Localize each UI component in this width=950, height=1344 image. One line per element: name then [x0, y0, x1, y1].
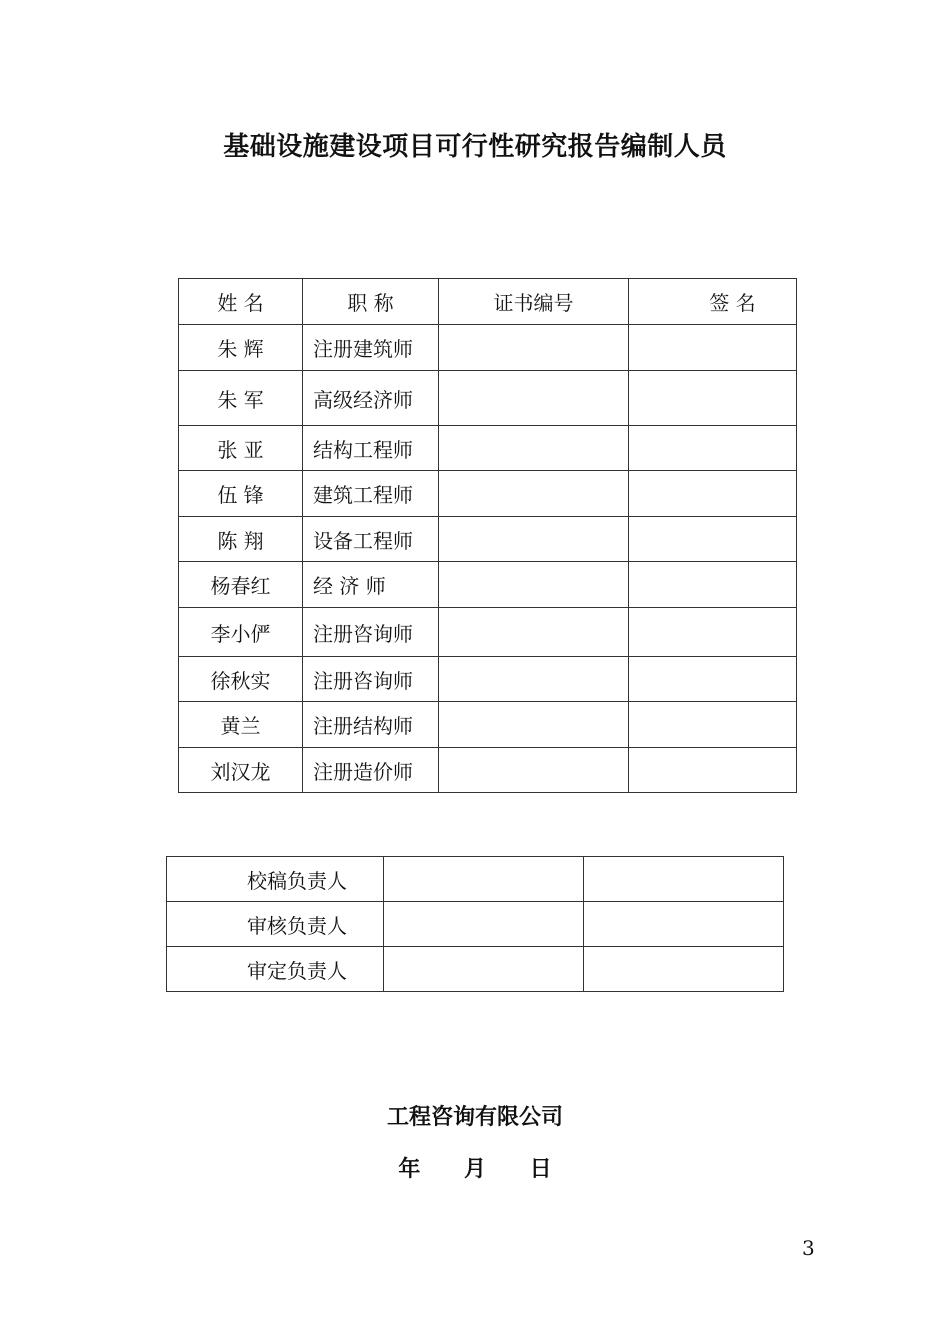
table-row	[179, 325, 797, 371]
table-row	[167, 947, 784, 992]
review-signature-cell	[584, 857, 784, 902]
signature-cell	[629, 748, 797, 793]
table-row	[167, 902, 784, 947]
table-row	[179, 748, 797, 793]
staff-title: 结构工程师	[303, 426, 439, 471]
review-role: 校稿负责人	[167, 857, 384, 902]
table-row	[179, 608, 797, 657]
staff-name: 朱 军	[179, 371, 303, 426]
signature-cell	[629, 657, 797, 702]
staff-name: 张 亚	[179, 426, 303, 471]
staff-name: 伍 锋	[179, 471, 303, 517]
staff-title: 注册造价师	[303, 748, 439, 793]
certificate-cell	[439, 371, 629, 426]
staff-name: 陈 翔	[179, 517, 303, 562]
staff-table	[178, 278, 797, 793]
staff-name: 刘汉龙	[179, 748, 303, 793]
date-line: 年 月 日	[398, 1157, 552, 1182]
certificate-cell	[439, 471, 629, 517]
signature-cell	[629, 426, 797, 471]
staff-name: 李小俨	[179, 608, 303, 657]
signature-cell	[629, 702, 797, 748]
staff-name: 杨春红	[179, 562, 303, 608]
table-row	[179, 562, 797, 608]
page-title: 基础设施建设项目可行性研究报告编制人员	[223, 132, 727, 162]
signature-cell	[629, 371, 797, 426]
table-row	[167, 857, 784, 902]
signature-cell	[629, 325, 797, 371]
signature-cell	[629, 562, 797, 608]
staff-title: 注册咨询师	[303, 657, 439, 702]
company-name: 工程咨询有限公司	[386, 1105, 563, 1130]
staff-name: 徐秋实	[179, 657, 303, 702]
review-signature-cell	[584, 902, 784, 947]
header-name: 姓 名	[179, 279, 303, 325]
certificate-cell	[439, 657, 629, 702]
certificate-cell	[439, 426, 629, 471]
staff-title: 经 济 师	[303, 562, 439, 608]
table-row	[179, 426, 797, 471]
review-role: 审定负责人	[167, 947, 384, 992]
review-signature-cell	[584, 947, 784, 992]
header-signature: 签 名	[629, 279, 797, 325]
certificate-cell	[439, 517, 629, 562]
header-title: 职 称	[303, 279, 439, 325]
review-name-cell	[384, 902, 584, 947]
staff-title: 高级经济师	[303, 371, 439, 426]
signature-cell	[629, 471, 797, 517]
review-name-cell	[384, 947, 584, 992]
review-table	[166, 856, 784, 992]
staff-title: 建筑工程师	[303, 471, 439, 517]
review-name-cell	[384, 857, 584, 902]
staff-header-row	[179, 279, 797, 325]
signature-cell	[629, 517, 797, 562]
review-role: 审核负责人	[167, 902, 384, 947]
staff-title: 注册咨询师	[303, 608, 439, 657]
certificate-cell	[439, 608, 629, 657]
table-row	[179, 657, 797, 702]
certificate-cell	[439, 562, 629, 608]
certificate-cell	[439, 748, 629, 793]
staff-name: 朱 辉	[179, 325, 303, 371]
certificate-cell	[439, 702, 629, 748]
table-row	[179, 471, 797, 517]
staff-name: 黄兰	[179, 702, 303, 748]
header-certificate: 证书编号	[439, 279, 629, 325]
staff-title: 注册建筑师	[303, 325, 439, 371]
table-row	[179, 517, 797, 562]
certificate-cell	[439, 325, 629, 371]
signature-cell	[629, 608, 797, 657]
staff-title: 设备工程师	[303, 517, 439, 562]
table-row	[179, 702, 797, 748]
page-number: 3	[802, 1236, 815, 1260]
table-row	[179, 371, 797, 426]
staff-title: 注册结构师	[303, 702, 439, 748]
